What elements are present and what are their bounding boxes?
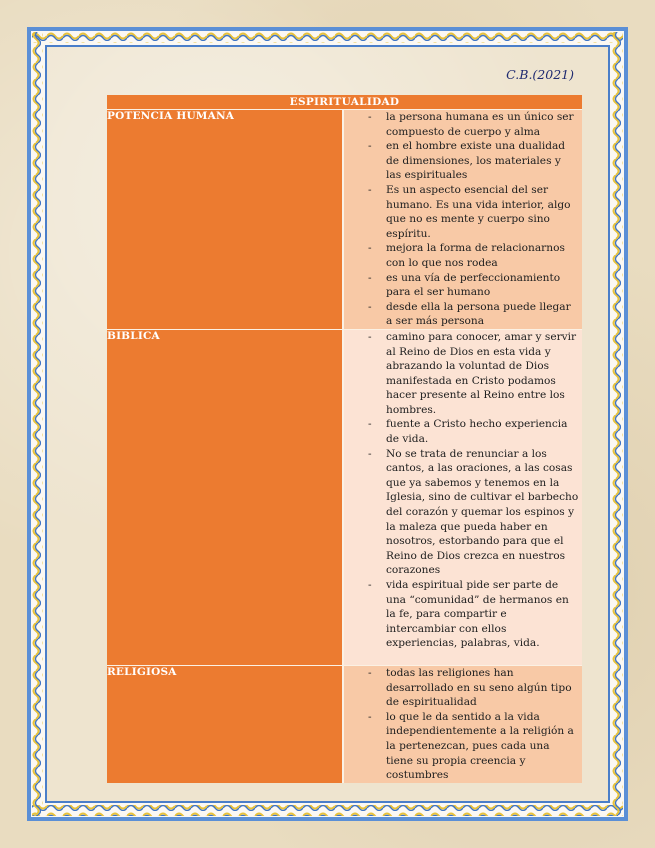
list-item: - en el hombre existe una dualidad de dimensiones, los materiales y las espirituales [368,140,566,182]
category-label: BIBLICA [107,329,343,665]
table-row [107,665,582,782]
list-item: - desde ella la persona puede llegar a ser más persona [368,300,571,328]
items-cell [343,665,582,782]
table-title: ESPIRITUALIDAD [107,95,582,110]
category-label: POTENCIA HUMANA [107,110,343,330]
list-item: - No se trata de renunciar a los cantos, a las oraciones, a las cosas que ya sabemos y tenemos en la Iglesia, sino de cultivar el barbecho del corazón y quemar los espinos y la maleza que pueda haber en nosotros, estorbando para que el Reino de Dios crezca en nuestros corazones [368,447,579,577]
list-item: - la persona humana es un único ser compuesto de cuerpo y alma [368,111,574,138]
list-item: - camino para conocer, amar y servir al Reino de Dios en esta vida y abrazando la voluntad de Dios manifestada en Cristo podamos hacer presente al Reino entre los hombres. [368,330,577,416]
list-item: - mejora la forma de relacionarnos con lo que nos rodea [368,242,565,269]
espiritualidad-table [107,95,582,783]
items-list [344,666,582,783]
page-content [45,45,610,803]
items-list [344,110,582,329]
table-row [107,110,582,330]
items-list [344,330,582,665]
list-item: - es una vía de perfeccionamiento para el ser humano [368,271,561,299]
author-signature: C.B.(2021) [506,67,574,82]
list-item: - fuente a Cristo hecho experiencia de vida. [368,418,568,446]
items-cell [343,329,582,665]
items-cell [343,110,582,330]
list-item: - Es un aspecto esencial del ser humano. Es una vida interior, algo que no es mente y cuerpo sino espíritu. [368,183,571,240]
list-item: - lo que le da sentido a la vida independientemente a la religión a la pertenezcan, pues cada una tiene su propia creencia y costumbres [368,710,574,782]
list-item: - todas las religiones han desarrollado en su seno algún tipo de espiritualidad [368,666,572,709]
table-row [107,329,582,665]
category-label: RELIGIOSA [107,665,343,782]
list-item: - vida espiritual pide ser parte de una “comunidad” de hermanos en la fe, para compartir e intercambiar con ellos experiencias, palabras, vida. [368,579,569,650]
page-frame [27,27,628,821]
